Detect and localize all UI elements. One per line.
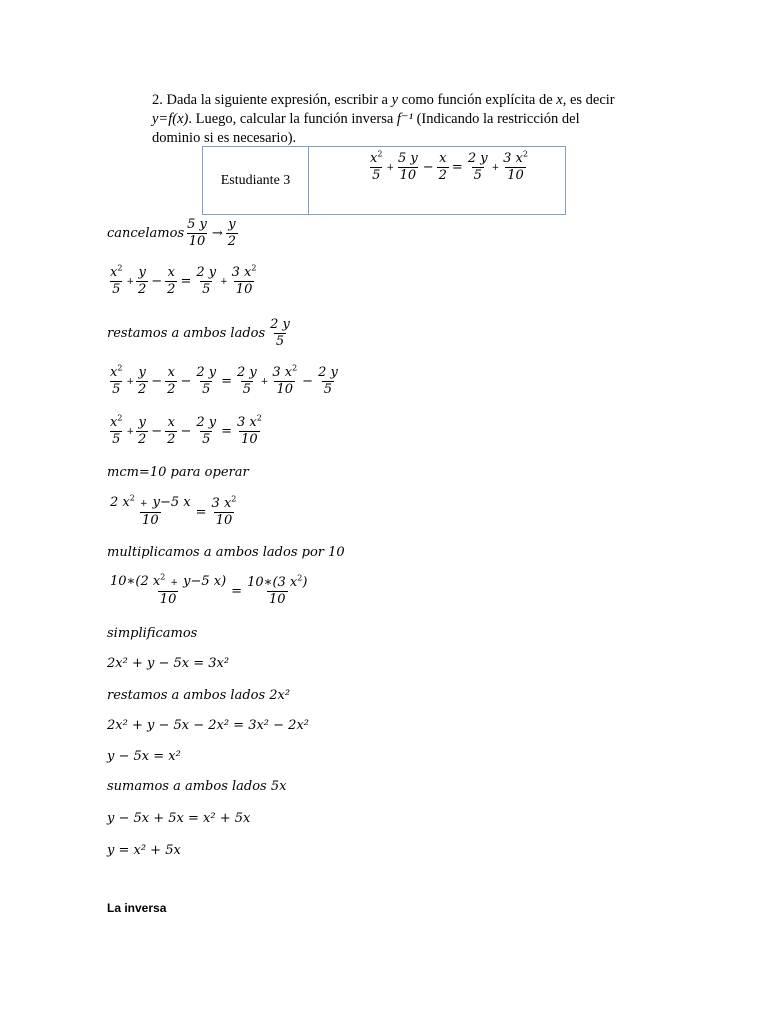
subtract2-text: restamos a ambos lados 2x² (107, 688, 291, 703)
equation-7 (107, 718, 309, 733)
eq-simplified: 2x² + y − 5x = 3x² (107, 656, 230, 671)
problem-statement (152, 91, 652, 148)
eq-subtracted: 2x² + y − 5x − 2x² = 3x² − 2x² (107, 718, 309, 733)
add-text: sumamos a ambos lados 5x (107, 779, 287, 794)
equation-9 (107, 811, 250, 826)
mcm-text: mcm=10 para operar (107, 465, 249, 480)
intro-text-1b: como función explícita de (398, 92, 557, 108)
equation-final (107, 843, 181, 858)
eq-y-minus-5x: y − 5x = x² (107, 749, 181, 764)
intro-text-1a: 2. Dada la siguiente expresión, escribir a (152, 92, 392, 108)
eq-added: y − 5x + 5x = x² + 5x (107, 811, 251, 826)
step-simplify (107, 626, 197, 641)
step-subtract-2 (107, 688, 290, 703)
equation-1: $\frac{x^2}{5}$ + $\frac{y}{2}$ − $\frac{x}{2}$ = $\frac{2 y}{5}$ + $\frac{3 x^2}{10}$ (110, 263, 257, 297)
var-x: x (556, 92, 563, 108)
eq-y-fx: y=f(x) (152, 111, 189, 127)
equation-4: $\frac{2 x^2 + y-5 x}{10}$ = $\frac{3 x^2}{10}$ (110, 493, 237, 528)
intro-text-2b: (Indicando la restricción del (412, 111, 580, 127)
step-mcm (107, 465, 249, 480)
step-cancel: cancelamos $\frac{5 y}{10}$ → $\frac{y}{2}$ (107, 217, 237, 249)
student-label: Estudiante 3 (203, 147, 309, 214)
equation-3: $\frac{x^2}{5}$ + $\frac{y}{2}$ − $\frac{x}{2}$ − $\frac{2 y}{5}$ = $\frac{3 x^2}{10}$ (110, 413, 262, 447)
equation-2: $\frac{x^2}{5}$ + $\frac{y}{2}$ − $\frac{x}{2}$ − $\frac{2 y}{5}$ = $\frac{2 y}{5}$ + $\frac{3 x^2}{10}$ − $\frac{2 y}{5}$ (110, 363, 338, 397)
step-subtract: restamos a ambos lados $\frac{2 y}{5}$ (107, 317, 290, 349)
f-inverse: f⁻¹ (396, 111, 413, 127)
step-add (107, 779, 286, 794)
exercise-table (202, 146, 566, 215)
intro-text-1c: , es decir (562, 92, 615, 108)
equation-6 (107, 656, 229, 671)
step-multiply (107, 545, 345, 560)
cancel-text: cancelamos (107, 226, 185, 241)
simplify-text: simplificamos (107, 626, 198, 641)
given-expression: $\frac{x^2}{5}$ + $\frac{5 y}{10}$ − $\frac{x}{2}$ = $\frac{2 y}{5}$ + $\frac{3 x^2}{10}$ (370, 149, 528, 183)
multiply-text: multiplicamos a ambos lados por 10 (107, 545, 345, 560)
eq-final: y = x² + 5x (107, 843, 181, 858)
intro-text-2a: . Luego, calcular la función inversa (188, 111, 397, 127)
equation-5: $\frac{10∗(2 x^2 + y-5 x)}{10}$ = $\frac{10∗(3 x^2)}{10}$ (110, 572, 308, 607)
intro-text-3: dominio si es necesario). (152, 130, 297, 146)
section-heading-inverse: La inversa (107, 901, 167, 915)
equation-8 (107, 749, 181, 764)
subtract-text: restamos a ambos lados (107, 326, 266, 341)
expression-cell (309, 147, 565, 214)
var-y: y (391, 92, 399, 108)
